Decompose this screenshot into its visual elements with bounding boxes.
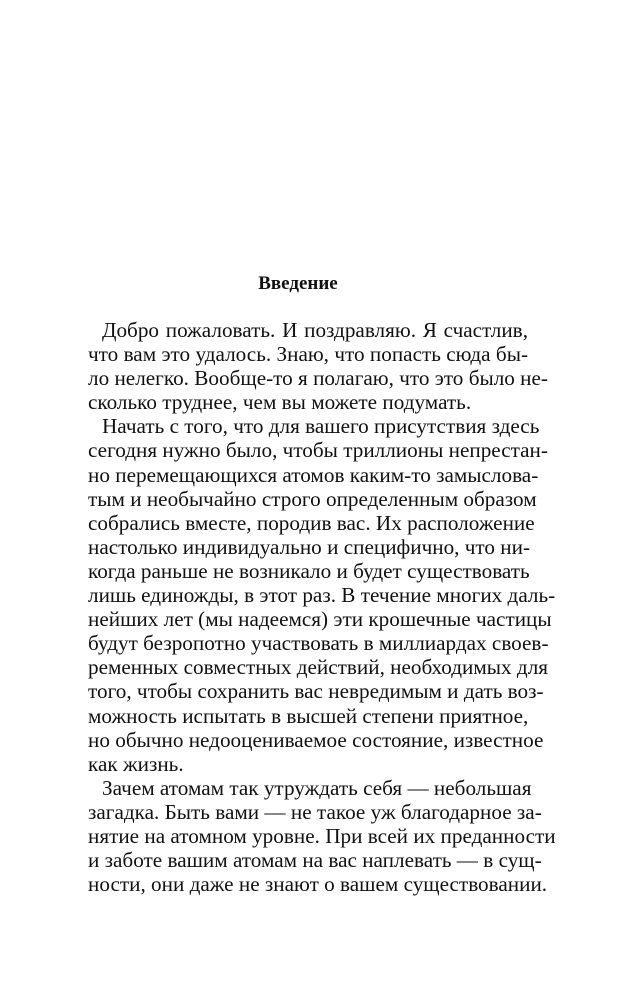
- text-line: настолько индивидуально и специфично, что ни-: [88, 534, 531, 559]
- text-line: нейших лет (мы надеемся) эти крошечные частицы: [88, 607, 552, 632]
- text-line: сколько труднее, чем вы можете подумать.: [88, 390, 472, 415]
- text-line: нятие на атомном уровне. При всей их преданности: [88, 823, 556, 848]
- text-line: когда раньше не возникало и будет существовать: [88, 558, 530, 583]
- text-line: ременных совместных действий, необходимых для: [88, 655, 549, 680]
- chapter-heading: Введение: [258, 273, 338, 294]
- text-line: как жизнь.: [88, 751, 184, 776]
- body-text: [88, 318, 556, 897]
- text-line: ло нелегко. Вообще-то я полагаю, что это было не-: [88, 366, 548, 391]
- text-line: Зачем атомам так утруждать себя — небольшая: [102, 775, 532, 800]
- text-line: можность испытать в высшей степени приятное,: [88, 703, 529, 728]
- text-line: того, чтобы сохранить вас невредимым и дать воз-: [88, 679, 544, 704]
- text-line: тым и необычайно строго определенным образом: [88, 486, 537, 511]
- text-line: собрались вместе, породив вас. Их расположение: [88, 510, 535, 535]
- text-line: что вам это удалось. Знаю, что попасть сюда бы-: [88, 342, 528, 367]
- text-line: ности, они даже не знают о вашем существовании.: [88, 872, 548, 897]
- text-line: но перемещающихся атомов каким-то замыслова-: [88, 462, 539, 487]
- text-line: и заботе вашим атомам на вас наплевать — в сущ-: [88, 848, 542, 873]
- text-line: но обычно недооцениваемое состояние, известное: [88, 727, 544, 752]
- text-line: будут безропотно участвовать в миллиардах своев-: [88, 631, 549, 656]
- text-line: сегодня нужно было, чтобы триллионы непрестан-: [88, 438, 548, 463]
- text-line: Добро пожаловать. И поздравляю. Я счастлив,: [102, 318, 528, 342]
- text-line: загадка. Быть вами — не такое уж благодарное за-: [88, 799, 542, 824]
- text-line: лишь единожды, в этот раз. В течение многих даль-: [88, 583, 556, 608]
- text-line: Начать с того, что для вашего присутствия здесь: [102, 414, 540, 439]
